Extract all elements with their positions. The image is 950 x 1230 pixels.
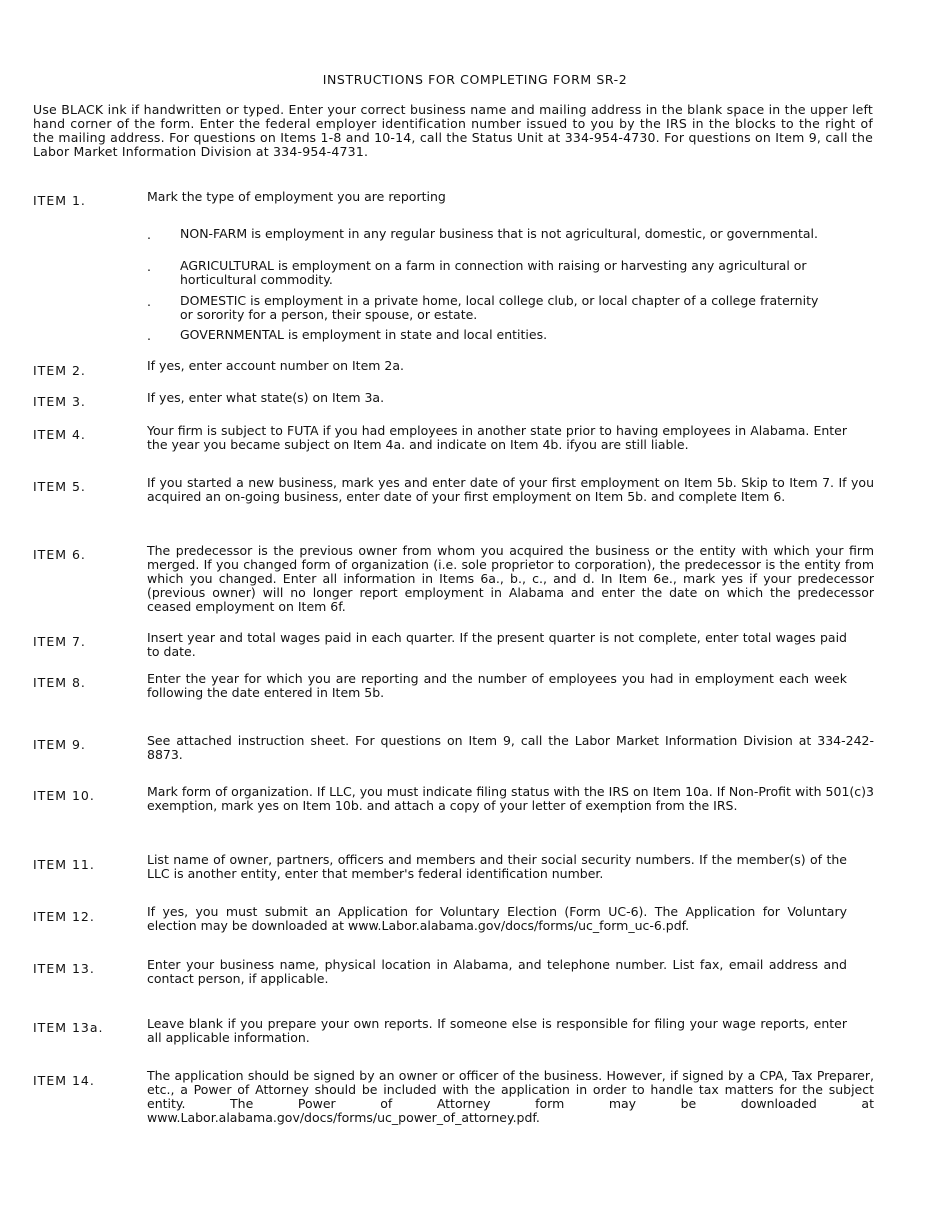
- employment-type-governmental: GOVERNMENTAL is employment in state and local entities.: [180, 327, 548, 342]
- item-12-text: If yes, you must submit an Application for Voluntary Election (Form UC-6). The Application for Voluntary election may be downloaded at www.Labor.alabama.gov/docs/forms/uc_form_uc-6.pdf.: [147, 904, 847, 933]
- bullet-marker: .: [147, 328, 151, 343]
- item-2-text: If yes, enter account number on Item 2a.: [147, 358, 405, 373]
- bullet-marker: .: [147, 259, 151, 274]
- employment-type-agricultural: AGRICULTURAL is employment on a farm in connection with raising or harvesting any agricultural or horticultural commodity.: [180, 258, 807, 287]
- item-3-label: ITEM 3.: [33, 394, 86, 409]
- item-8-text: Enter the year for which you are reporting and the number of employees you had in employment each week following the date entered in Item 5b.: [147, 671, 847, 700]
- item-11-label: ITEM 11.: [33, 857, 95, 872]
- bullet-marker: .: [147, 227, 151, 242]
- item-13a-text: Leave blank if you prepare your own reports. If someone else is responsible for filing your wage reports, enter all applicable information.: [147, 1016, 847, 1045]
- intro-paragraph: Use BLACK ink if handwritten or typed. Enter your correct business name and mailing address in the blank space in the upper left hand corner of the form. Enter the federal employer identification number issued to you by the IRS in the blocks to the right of the mailing address. For questions on Items 1-8 and 10-14, call the Status Unit at 334-954-4730. For questions on Item 9, call the Labor Market Information Division at 334-954-4731.: [33, 102, 873, 159]
- item-6-text: The predecessor is the previous owner from whom you acquired the business or the entity with which your firm merged. If you changed form of organization (i.e. sole proprietor to corporation), the predecessor is the entity from which you changed. Enter all information in Items 6a., b., c., and d. In Item 6e., mark yes if your predecessor (previous owner) will no longer report employment in Alabama and enter the date on which the predecessor ceased employment on Item 6f.: [147, 543, 874, 614]
- bullet-marker: .: [147, 294, 151, 309]
- item-1-label: ITEM 1.: [33, 193, 86, 208]
- item-10-label: ITEM 10.: [33, 788, 95, 803]
- item-8-label: ITEM 8.: [33, 675, 86, 690]
- item-13-label: ITEM 13.: [33, 961, 95, 976]
- item-6-label: ITEM 6.: [33, 547, 86, 562]
- item-12-label: ITEM 12.: [33, 909, 95, 924]
- page-title: INSTRUCTIONS FOR COMPLETING FORM SR-2: [322, 72, 628, 87]
- item-13-text: Enter your business name, physical location in Alabama, and telephone number. List fax, email address and contact person, if applicable.: [147, 957, 847, 986]
- item-4-label: ITEM 4.: [33, 427, 86, 442]
- item-1-text: Mark the type of employment you are reporting: [147, 189, 446, 204]
- item-9-text: See attached instruction sheet. For questions on Item 9, call the Labor Market Information Division at 334-242-8873.: [147, 733, 874, 762]
- item-14-label: ITEM 14.: [33, 1073, 95, 1088]
- item-5-label: ITEM 5.: [33, 479, 86, 494]
- employment-type-domestic: DOMESTIC is employment in a private home, local college club, or local chapter of a college fraternity or sorority for a person, their spouse, or estate.: [180, 293, 819, 322]
- item-4-text: Your firm is subject to FUTA if you had employees in another state prior to having employees in Alabama. Enter the year you became subject on Item 4a. and indicate on Item 4b. ifyou are still liable.: [147, 423, 847, 452]
- item-5-text: If you started a new business, mark yes and enter date of your first employment on Item 5b. Skip to Item 7. If you acquired an on-going business, enter date of your first employment on Item 5b. and complete Item 6.: [147, 475, 874, 504]
- item-14-text: The application should be signed by an owner or officer of the business. However, if signed by a CPA, Tax Preparer, etc., a Power of Attorney should be included with the application in order to handle tax matters for the subject entity. The Power of Attorney form may be downloaded at www.Labor.alabama.gov/docs/forms/uc_power_of_attorney.pdf.: [147, 1068, 874, 1125]
- item-9-label: ITEM 9.: [33, 737, 86, 752]
- item-3-text: If yes, enter what state(s) on Item 3a.: [147, 390, 385, 405]
- item-7-label: ITEM 7.: [33, 634, 86, 649]
- item-10-text: Mark form of organization. If LLC, you must indicate filing status with the IRS on Item 10a. If Non-Profit with 501(c)3 exemption, mark yes on Item 10b. and attach a copy of your letter of exemption from the IRS.: [147, 784, 874, 813]
- item-13a-label: ITEM 13a.: [33, 1020, 104, 1035]
- employment-type-non-farm: NON-FARM is employment in any regular business that is not agricultural, domestic, or governmental.: [180, 226, 818, 241]
- item-11-text: List name of owner, partners, officers and members and their social security numbers. If the member(s) of the LLC is another entity, enter that member's federal identification number.: [147, 852, 847, 881]
- item-7-text: Insert year and total wages paid in each quarter. If the present quarter is not complete, enter total wages paid to date.: [147, 630, 847, 659]
- item-2-label: ITEM 2.: [33, 363, 86, 378]
